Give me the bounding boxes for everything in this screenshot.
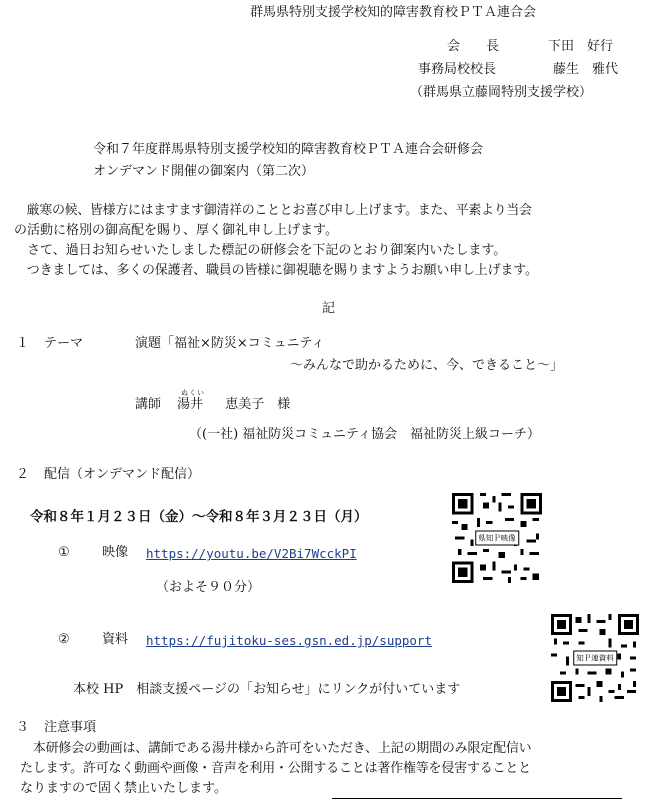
delivery-period: 令和８年１月２３日（金）～令和８年３月２３日（月） bbox=[30, 509, 368, 525]
video-label: 映像 bbox=[102, 545, 129, 560]
theme-line-1: 演題「福祉×防災×コミュニティ bbox=[135, 336, 325, 351]
intro-line-2: の活動に格別の御高配を賜り、厚く御礼申し上げます。 bbox=[14, 223, 338, 238]
lecturer-surname: 湯井 bbox=[177, 397, 204, 412]
lecturer-affiliation: （(一社) 福祉防災コミュニティ協会 福祉防災上級コーチ） bbox=[189, 427, 540, 442]
chair-title: 会 長 bbox=[447, 39, 500, 54]
org-name: 群馬県特別支援学校知的障害教育校ＰＴＡ連合会 bbox=[250, 5, 537, 20]
material-number: ② bbox=[58, 632, 70, 647]
lecturer-surname-with-ruby bbox=[177, 389, 205, 413]
document-title: 令和７年度群馬県特別支援学校知的障害教育校ＰＴＡ連合会研修会 bbox=[93, 142, 484, 157]
document-subtitle: オンデマンド開催の御案内（第二次） bbox=[93, 164, 315, 179]
intro-line-1: 厳寒の候、皆様方にはますます御清祥のこととお喜び申し上げます。また、平素より当会 bbox=[14, 203, 532, 218]
lecturer-ruby: ぬくい bbox=[181, 389, 205, 397]
secretary-school: （群馬県立藤岡特別支援学校） bbox=[410, 85, 593, 100]
secretary-name: 藤生 雅代 bbox=[553, 62, 619, 77]
lecturer-given: 恵美子 様 bbox=[225, 397, 291, 412]
intro-line-3: さて、過日お知らせいたしました標記の研修会を下記のとおり御案内いたします。 bbox=[14, 243, 507, 258]
section2-label: 配信（オンデマンド配信） bbox=[44, 467, 201, 482]
theme-line-2: ～みんなで助かるために、今、できること～」 bbox=[290, 358, 564, 373]
secretary-title: 事務局校校長 bbox=[418, 62, 497, 77]
section1-label: テーマ bbox=[44, 336, 84, 351]
section3-label: 注意事項 bbox=[44, 720, 97, 735]
intro-line-4: つきましては、多くの保護者、職員の皆様に御視聴を賜りますようお願い申し上げます。 bbox=[14, 263, 538, 278]
notice-line-3: なりますので固く禁止いたします。 bbox=[20, 781, 227, 796]
section2-number: ２ bbox=[16, 467, 30, 482]
video-qr-code bbox=[452, 493, 542, 583]
material-label: 資料 bbox=[102, 632, 129, 647]
material-link[interactable]: https://fujitoku-ses.gsn.ed.jp/support bbox=[146, 633, 432, 648]
section1-number: １ bbox=[16, 336, 30, 351]
video-duration: （およそ９０分） bbox=[156, 580, 261, 595]
lecturer-name bbox=[177, 389, 291, 413]
ki-heading: 記 bbox=[322, 301, 336, 316]
footer-box-edge bbox=[332, 798, 622, 799]
qr-label-video: 県知Ｐ映像 bbox=[475, 531, 519, 546]
hp-note: 本校 HP 相談支援ページの「お知らせ」にリンクが付いています bbox=[73, 682, 461, 697]
notice-line-2: たします。許可なく動画や画像・音声を利用・公開することは著作権等を侵害することと bbox=[20, 761, 531, 776]
chair-name: 下田 好行 bbox=[548, 39, 614, 54]
video-link[interactable]: https://youtu.be/V2Bi7WcckPI bbox=[146, 546, 357, 561]
section3-number: ３ bbox=[16, 720, 30, 735]
qr-label-material: 知Ｐ連資料 bbox=[573, 651, 617, 666]
notice-line-1: 本研修会の動画は、講師である湯井様から許可をいただき、上記の期間のみ限定配信い bbox=[20, 741, 532, 756]
material-qr-code bbox=[551, 614, 639, 702]
video-number: ① bbox=[58, 545, 70, 560]
lecturer-label: 講師 bbox=[135, 397, 162, 412]
